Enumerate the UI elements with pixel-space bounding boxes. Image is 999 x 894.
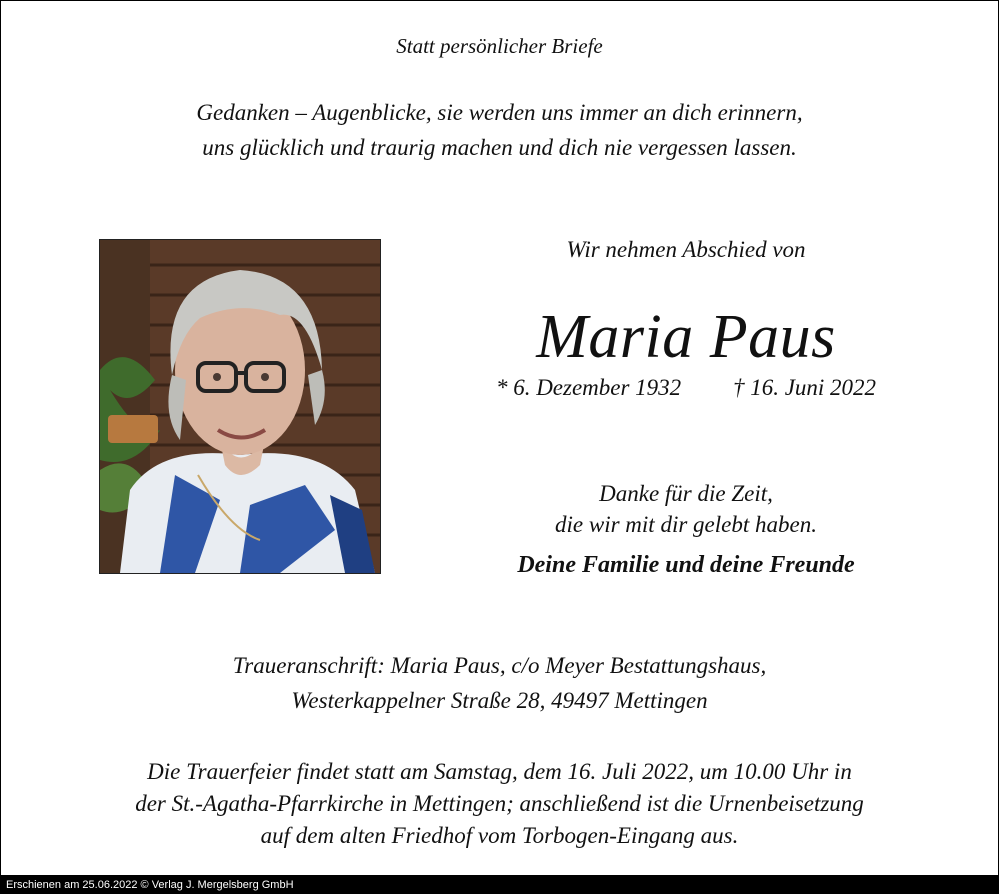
life-dates [471,373,901,403]
verse-line-2: uns glücklich und traurig machen und dich nie vergessen lassen. [202,135,797,160]
thanks-line-1: Danke für die Zeit, [599,481,773,506]
service-line-1: Die Trauerfeier findet statt am Samstag, dem 16. Juli 2022, um 10.00 Uhr in [147,759,852,784]
service-line-3: auf dem alten Friedhof vom Torbogen-Eingang aus. [260,823,739,848]
verse-line-1: Gedanken – Augenblicke, sie werden uns immer an dich erinnern, [196,100,803,125]
footer-text: Erschienen am 25.06.2022 © Verlag J. Mergelsberg GmbH [6,879,294,891]
service-line-2: der St.-Agatha-Pfarrkirche in Mettingen; anschließend ist die Urnenbeisetzung [135,791,864,816]
farewell-intro: Wir nehmen Abschied von [566,237,806,262]
death-date: † 16. Juni 2022 [732,375,877,400]
address-line-2: Westerkappelner Straße 28, 49497 Mettingen [291,688,708,713]
deceased-name: Maria Paus [536,303,836,371]
family-signoff: Deine Familie und deine Freunde [517,552,855,578]
publication-footer [0,876,999,894]
address-line-1: Traueranschrift: Maria Paus, c/o Meyer Bestattungshaus, [232,653,767,678]
thanks-line-2: die wir mit dir gelebt haben. [555,512,817,537]
birth-date: * 6. Dezember 1932 [495,375,682,400]
header-text: Statt persönlicher Briefe [396,34,603,58]
portrait-photo [99,239,381,574]
